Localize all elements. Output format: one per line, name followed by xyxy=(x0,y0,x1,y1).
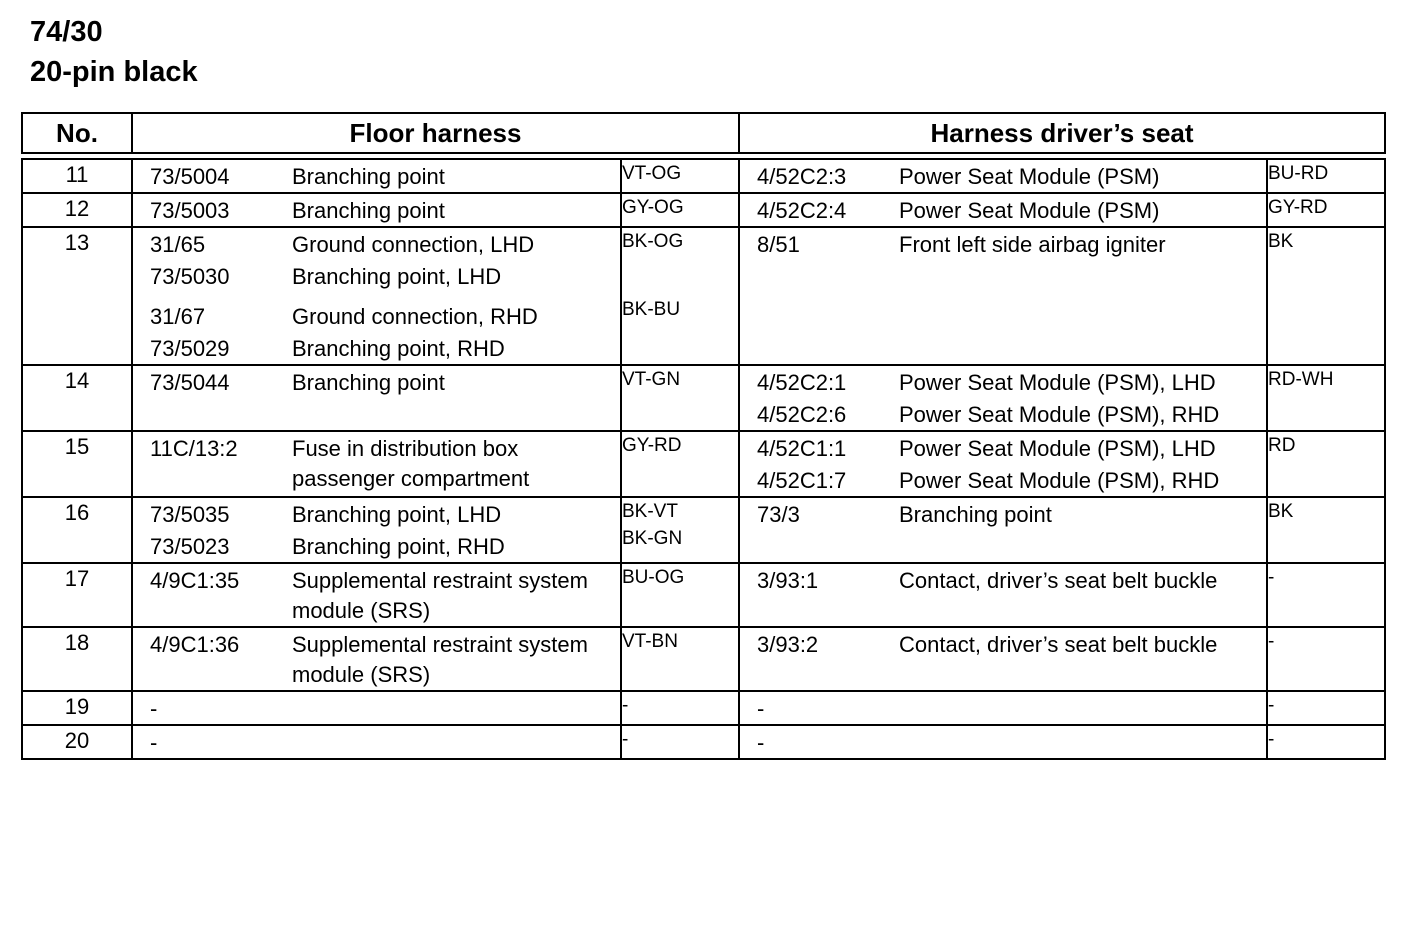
seat-entry xyxy=(740,498,1266,530)
floor-component-cell xyxy=(132,691,621,725)
floor-id: 73/5035 xyxy=(150,502,230,527)
floor-wire-color: GY-OG xyxy=(622,197,684,218)
seat-desc: Power Seat Module (PSM), RHD xyxy=(899,402,1220,427)
floor-id: 31/65 xyxy=(150,232,206,257)
header-row xyxy=(22,113,1385,153)
floor-wire-color-cell xyxy=(621,365,739,431)
pin-number: 15 xyxy=(22,431,132,497)
seat-entry xyxy=(740,464,1266,496)
floor-desc: Branching point, RHD xyxy=(292,534,505,559)
seat-component-cell xyxy=(739,159,1267,193)
table-row xyxy=(22,431,1385,497)
seat-component-cell xyxy=(739,563,1267,627)
seat-component-cell xyxy=(739,227,1267,365)
pin-number: 11 xyxy=(22,159,132,193)
table-row xyxy=(22,497,1385,563)
floor-id: 73/5003 xyxy=(150,198,230,223)
floor-desc xyxy=(292,694,620,724)
seat-desc: Branching point xyxy=(899,502,1052,527)
seat-component-cell xyxy=(739,365,1267,431)
seat-entry xyxy=(740,692,1266,724)
pin-number: 14 xyxy=(22,365,132,431)
header-floor-harness: Floor harness xyxy=(132,113,739,153)
seat-id: 4/52C2:3 xyxy=(757,164,847,189)
seat-id: 3/93:2 xyxy=(757,632,819,657)
floor-desc: Branching point, LHD xyxy=(292,264,502,289)
seat-wire-color: - xyxy=(1267,627,1385,691)
seat-desc: Power Seat Module (PSM), LHD xyxy=(899,436,1216,461)
table-row xyxy=(22,193,1385,227)
floor-wire-color: BU-OG xyxy=(622,567,685,588)
seat-wire-color: - xyxy=(1267,691,1385,725)
seat-entry xyxy=(740,228,1266,260)
floor-wire-color: VT-OG xyxy=(622,163,682,184)
floor-entry xyxy=(133,332,620,364)
floor-component-cell xyxy=(132,563,621,627)
floor-id: 4/9C1:36 xyxy=(150,632,240,657)
seat-component-cell xyxy=(739,627,1267,691)
floor-wire-color-cell xyxy=(621,691,739,725)
seat-id: 4/52C1:1 xyxy=(757,436,847,461)
floor-component-cell xyxy=(132,365,621,431)
floor-wire-color: GY-RD xyxy=(622,435,682,456)
floor-entry xyxy=(133,260,620,292)
table-row xyxy=(22,725,1385,759)
floor-id: 31/67 xyxy=(150,304,206,329)
floor-wire-color-cell xyxy=(621,563,739,627)
floor-wire-color-cell xyxy=(621,193,739,227)
floor-wire-color-cell xyxy=(621,431,739,497)
floor-entry xyxy=(133,300,620,332)
seat-desc xyxy=(899,694,1266,724)
seat-wire-color: - xyxy=(1267,563,1385,627)
floor-component-cell xyxy=(132,159,621,193)
floor-desc: Fuse in distribution box passenger compartment xyxy=(292,436,530,491)
seat-desc xyxy=(899,728,1266,758)
seat-wire-color: GY-RD xyxy=(1267,193,1385,227)
connector-description: 20-pin black xyxy=(30,56,198,88)
table-row xyxy=(22,227,1385,365)
seat-wire-color: RD-WH xyxy=(1267,365,1385,431)
floor-id: - xyxy=(150,696,158,721)
seat-entry xyxy=(740,628,1266,660)
floor-id: 73/5029 xyxy=(150,336,230,361)
floor-desc: Branching point xyxy=(292,198,445,223)
seat-entry xyxy=(740,160,1266,192)
seat-wire-color: - xyxy=(1267,725,1385,759)
floor-entry xyxy=(133,530,620,562)
seat-id: 4/52C2:6 xyxy=(757,402,847,427)
floor-entry xyxy=(133,228,620,260)
pin-number: 16 xyxy=(22,497,132,563)
table-row xyxy=(22,627,1385,691)
seat-entry xyxy=(740,366,1266,398)
floor-component-cell xyxy=(132,725,621,759)
floor-wire-color-cell xyxy=(621,159,739,193)
floor-wire-color-cell xyxy=(621,227,739,365)
floor-id: 73/5023 xyxy=(150,534,230,559)
floor-desc: Supplemental restraint system module (SRS) xyxy=(292,568,588,623)
floor-entry xyxy=(133,726,620,758)
seat-wire-color: BK xyxy=(1267,227,1385,365)
floor-desc: Ground connection, RHD xyxy=(292,304,538,329)
pin-number: 17 xyxy=(22,563,132,627)
floor-wire-color: BK-BU xyxy=(622,299,681,320)
table-body xyxy=(22,153,1385,759)
floor-component-cell xyxy=(132,497,621,563)
header-no: No. xyxy=(22,113,132,153)
floor-group xyxy=(133,300,620,364)
floor-id: 4/9C1:35 xyxy=(150,568,240,593)
floor-desc: Branching point xyxy=(292,164,445,189)
seat-component-cell xyxy=(739,431,1267,497)
floor-wire-color: - xyxy=(622,729,629,750)
seat-entry xyxy=(740,194,1266,226)
seat-id: - xyxy=(757,730,765,755)
seat-entry xyxy=(740,432,1266,464)
table-row xyxy=(22,159,1385,193)
floor-wire-color: - xyxy=(622,695,629,716)
pinout-table xyxy=(21,112,1386,760)
pin-number: 12 xyxy=(22,193,132,227)
header-seat-harness: Harness driver’s seat xyxy=(739,113,1385,153)
floor-desc xyxy=(292,728,620,758)
seat-desc: Contact, driver’s seat belt buckle xyxy=(899,632,1218,657)
pin-number: 18 xyxy=(22,627,132,691)
pin-number: 19 xyxy=(22,691,132,725)
floor-entry xyxy=(133,432,620,494)
seat-entry xyxy=(740,564,1266,596)
floor-wire-color-cell xyxy=(621,627,739,691)
floor-entry xyxy=(133,564,620,626)
seat-id: 4/52C2:4 xyxy=(757,198,847,223)
floor-desc: Ground connection, LHD xyxy=(292,232,535,257)
floor-entry xyxy=(133,692,620,724)
seat-desc: Power Seat Module (PSM), LHD xyxy=(899,370,1216,395)
floor-desc: Branching point, RHD xyxy=(292,336,505,361)
seat-entry xyxy=(740,726,1266,758)
seat-component-cell xyxy=(739,497,1267,563)
seat-desc: Front left side airbag igniter xyxy=(899,232,1166,257)
floor-desc: Supplemental restraint system module (SRS) xyxy=(292,632,588,687)
seat-id: - xyxy=(757,696,765,721)
floor-component-cell xyxy=(132,431,621,497)
seat-wire-color: BK xyxy=(1267,497,1385,563)
floor-desc: Branching point xyxy=(292,370,445,395)
seat-wire-color: RD xyxy=(1267,431,1385,497)
floor-entry xyxy=(133,194,620,226)
seat-id: 73/3 xyxy=(757,502,800,527)
floor-wire-color: BK-GN xyxy=(622,528,683,549)
floor-entry xyxy=(133,160,620,192)
floor-id: 73/5044 xyxy=(150,370,230,395)
table-row xyxy=(22,691,1385,725)
floor-id: 73/5030 xyxy=(150,264,230,289)
floor-component-cell xyxy=(132,193,621,227)
table-row xyxy=(22,365,1385,431)
floor-entry xyxy=(133,366,620,398)
pin-number: 20 xyxy=(22,725,132,759)
floor-component-cell xyxy=(132,627,621,691)
floor-wire-color: VT-BN xyxy=(622,631,678,652)
seat-component-cell xyxy=(739,193,1267,227)
floor-id: - xyxy=(150,730,158,755)
seat-component-cell xyxy=(739,725,1267,759)
floor-wire-color-cell xyxy=(621,497,739,563)
seat-component-cell xyxy=(739,691,1267,725)
seat-desc: Power Seat Module (PSM), RHD xyxy=(899,468,1220,493)
floor-id: 73/5004 xyxy=(150,164,230,189)
seat-desc: Contact, driver’s seat belt buckle xyxy=(899,568,1218,593)
seat-id: 4/52C2:1 xyxy=(757,370,847,395)
floor-wire-color: BK-OG xyxy=(622,231,684,252)
seat-desc: Power Seat Module (PSM) xyxy=(899,198,1160,223)
floor-desc: Branching point, LHD xyxy=(292,502,502,527)
floor-id: 11C/13:2 xyxy=(150,436,238,461)
floor-wire-color: VT-GN xyxy=(622,369,681,390)
seat-id: 3/93:1 xyxy=(757,568,819,593)
seat-id: 8/51 xyxy=(757,232,800,257)
floor-wire-color: BK-VT xyxy=(622,501,678,522)
connector-id: 74/30 xyxy=(30,16,103,48)
floor-component-cell xyxy=(132,227,621,365)
table-row xyxy=(22,563,1385,627)
floor-group xyxy=(133,228,620,292)
seat-desc: Power Seat Module (PSM) xyxy=(899,164,1160,189)
floor-wire-color-cell xyxy=(621,725,739,759)
seat-entry xyxy=(740,398,1266,430)
floor-entry xyxy=(133,628,620,690)
seat-id: 4/52C1:7 xyxy=(757,468,847,493)
seat-wire-color: BU-RD xyxy=(1267,159,1385,193)
pin-number: 13 xyxy=(22,227,132,365)
floor-entry xyxy=(133,498,620,530)
